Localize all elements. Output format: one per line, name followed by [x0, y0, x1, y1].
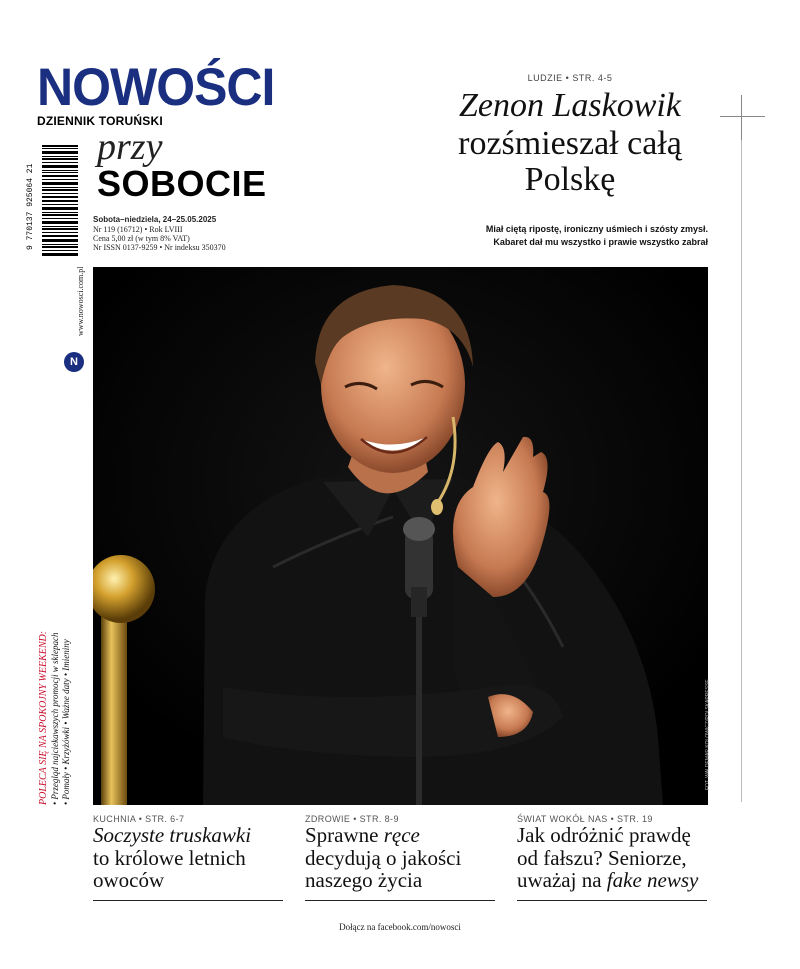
lead-headline-line[interactable]: Polskę — [524, 161, 616, 198]
teaser-headline-emphasis: ręce — [383, 823, 420, 847]
teaser-headline-line — [305, 824, 495, 847]
lead-kicker: LUDZIE • STR. 4-5 — [527, 73, 613, 83]
facebook-link[interactable]: Dołącz na facebook.com/nowosci — [339, 922, 461, 932]
issue-issn: Nr ISSN 0137-9259 • Nr indeksu 350370 — [93, 243, 226, 252]
teaser-headline-line: Soczyste truskawki — [93, 823, 252, 847]
crop-mark — [741, 95, 742, 140]
crop-mark — [720, 116, 765, 117]
recommendation-line: • Przegląd najciekawszych promocji w sklepach — [50, 632, 60, 805]
issue-price: Cena 5,00 zł (w tym 8% VAT) — [93, 234, 190, 243]
barcode — [42, 145, 78, 257]
teaser-kicker: KUCHNIA • STR. 6-7 — [93, 814, 185, 824]
supplement-title-top: przy — [97, 126, 163, 168]
teaser-health[interactable] — [305, 814, 495, 892]
lead-headline-name[interactable]: Zenon Laskowik — [459, 87, 681, 124]
teaser-headline-line: od fałszu? Seniorze, — [517, 845, 687, 870]
lead-description — [455, 223, 708, 249]
teaser-kitchen[interactable] — [93, 814, 283, 892]
issue-date: Sobota–niedziela, 24–25.05.2025 — [93, 215, 217, 224]
lead-headline-line[interactable]: rozśmieszał całą — [458, 125, 682, 162]
photo-credit: FOT. WALDEMAR KOLOWICZ/POLSKAPRESSE — [705, 679, 711, 790]
performer-illustration — [93, 267, 708, 805]
teaser-headline-line: decydują o jakości — [305, 845, 462, 870]
teaser-kicker: ŚWIAT WOKÓŁ NAS • STR. 19 — [517, 814, 653, 824]
lead-description-line: Kabaret dał mu wszystko i prawie wszystko zabrał — [493, 237, 708, 248]
cover-photo[interactable] — [93, 267, 708, 805]
teaser-headline-line: naszego życia — [305, 868, 423, 893]
teaser-headline-line: to królowe letnich — [93, 845, 246, 870]
supplement-title-bottom: SOBOCIE — [97, 163, 267, 204]
teaser-headline-line: owoców — [93, 868, 165, 893]
newspaper-subtitle: DZIENNIK TORUŃSKI — [37, 114, 163, 128]
issue-number: Nr 119 (16712) • Rok LVIII — [93, 225, 183, 234]
teaser-divider — [305, 900, 495, 901]
teaser-headline-text: uważaj na — [517, 868, 607, 893]
teaser-headline-line — [517, 869, 707, 892]
barcode-number: 9 770137 925064 21 — [26, 163, 35, 250]
teaser-world[interactable] — [517, 814, 707, 892]
teaser-divider — [517, 900, 707, 901]
lead-description-line: Miał ciętą ripostę, ironiczny uśmiech i szósty zmysł. — [485, 224, 708, 234]
teaser-headline-text: Sprawne — [305, 823, 384, 847]
recommendation-box — [38, 625, 73, 805]
brand-badge: N — [64, 352, 84, 372]
website-url[interactable]: www.nowosci.com.pl — [76, 266, 85, 336]
crop-mark — [741, 140, 742, 802]
teaser-kicker: ZDROWIE • STR. 8-9 — [305, 814, 399, 824]
newspaper-logo: NOWOŚCI — [37, 57, 275, 117]
teaser-divider — [93, 900, 283, 901]
teaser-headline-emphasis: fake newsy — [606, 868, 699, 893]
teaser-headline-line: Jak odróżnić prawdę — [517, 823, 691, 847]
recommendation-title: POLECA SIĘ NA SPOKOJNY WEEKEND: — [38, 630, 49, 805]
recommendation-line: • Pomały • Krzyżówki • Ważne daty • Imieniny — [61, 639, 72, 805]
